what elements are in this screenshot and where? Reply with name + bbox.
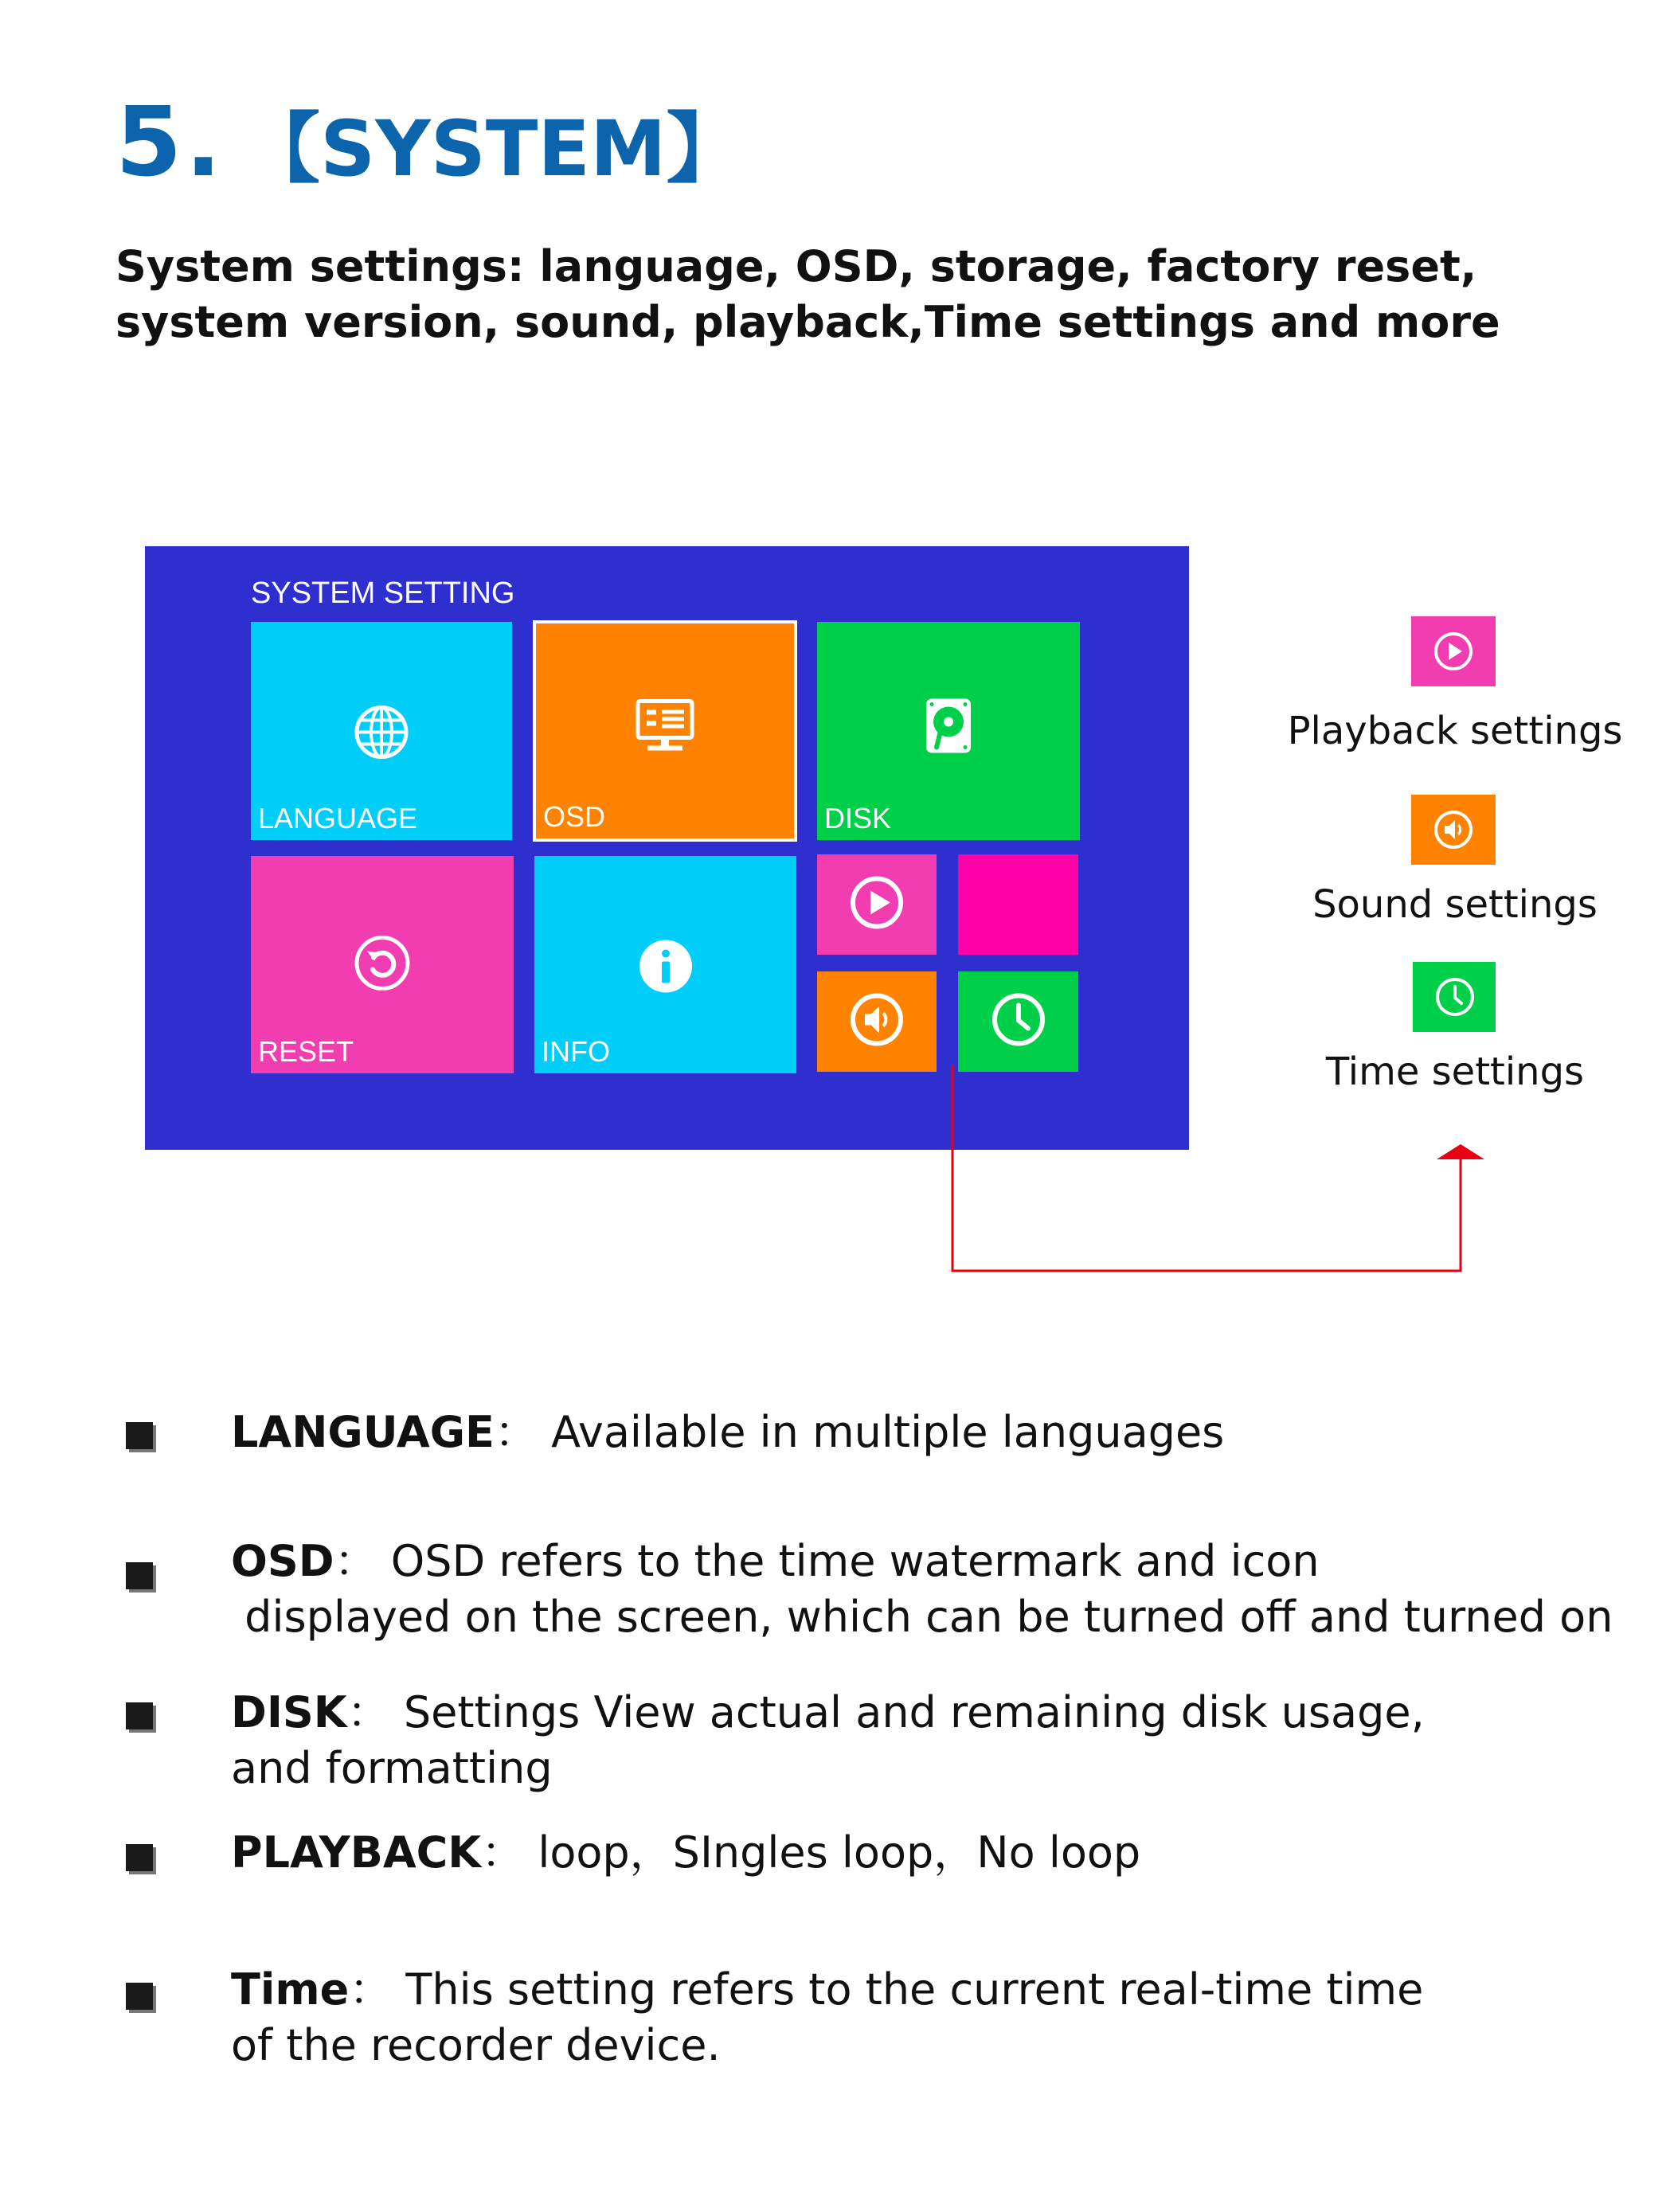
tile-osd-label: OSD: [543, 800, 606, 833]
feature-term: OSD: [231, 1536, 334, 1586]
feature-sep: ：: [349, 1964, 393, 2015]
bullet-marker: [126, 1983, 153, 2010]
feature-sep: ：: [334, 1536, 377, 1586]
feature-text: Settings View actual and remaining disk usage,: [403, 1687, 1425, 1737]
bullet-marker: [126, 1562, 153, 1589]
feature-text: Available in multiple languages: [551, 1407, 1225, 1457]
bullet-marker: [126, 1702, 153, 1729]
legend-time-label: Time settings: [1325, 1049, 1585, 1094]
feature-language: [231, 1405, 1648, 1460]
intro-line-2: system version, sound, playback,Time settings and more: [115, 297, 1500, 347]
feature-osd: [231, 1534, 1648, 1645]
tile-language-label: LANGUAGE: [258, 802, 418, 834]
feature-term: Time: [231, 1964, 350, 2015]
bullet-marker: [126, 1844, 153, 1871]
feature-term: LANGUAGE: [231, 1407, 495, 1457]
feature-text: This setting refers to the current real-time time: [405, 1964, 1424, 2015]
tile-info-label: INFO: [542, 1035, 610, 1068]
feature-text-cont: of the recorder device.: [231, 2020, 721, 2070]
feature-text: OSD refers to the time watermark and icon: [390, 1536, 1320, 1586]
bullet-marker: [126, 1422, 153, 1449]
screen-title: SYSTEM SETTING: [251, 576, 515, 610]
feature-term: PLAYBACK: [231, 1827, 482, 1878]
tile-reset-label: RESET: [258, 1035, 354, 1068]
feature-time: [231, 1962, 1648, 2073]
legend-playback-label: Playback settings: [1287, 709, 1623, 753]
section-number: 5.: [115, 88, 225, 198]
section-title: 【SYSTEM】: [244, 104, 743, 193]
feature-text: loop，SIngles loop，No loop: [538, 1827, 1141, 1878]
feature-term: DISK: [231, 1687, 347, 1737]
feature-text-cont: displayed on the screen, which can be turned off and turned on: [231, 1592, 1613, 1642]
tile-disk-label: DISK: [824, 802, 892, 834]
feature-disk: [231, 1685, 1648, 1796]
feature-text-cont: and formatting: [231, 1743, 553, 1793]
feature-sep: ：: [346, 1687, 390, 1737]
feature-sep: ：: [494, 1407, 538, 1457]
legend-sound-label: Sound settings: [1312, 882, 1598, 927]
feature-sep: ：: [481, 1827, 525, 1878]
intro-line-1: System settings: language, OSD, storage, factory reset,: [115, 241, 1477, 291]
feature-playback: [231, 1825, 1648, 1881]
